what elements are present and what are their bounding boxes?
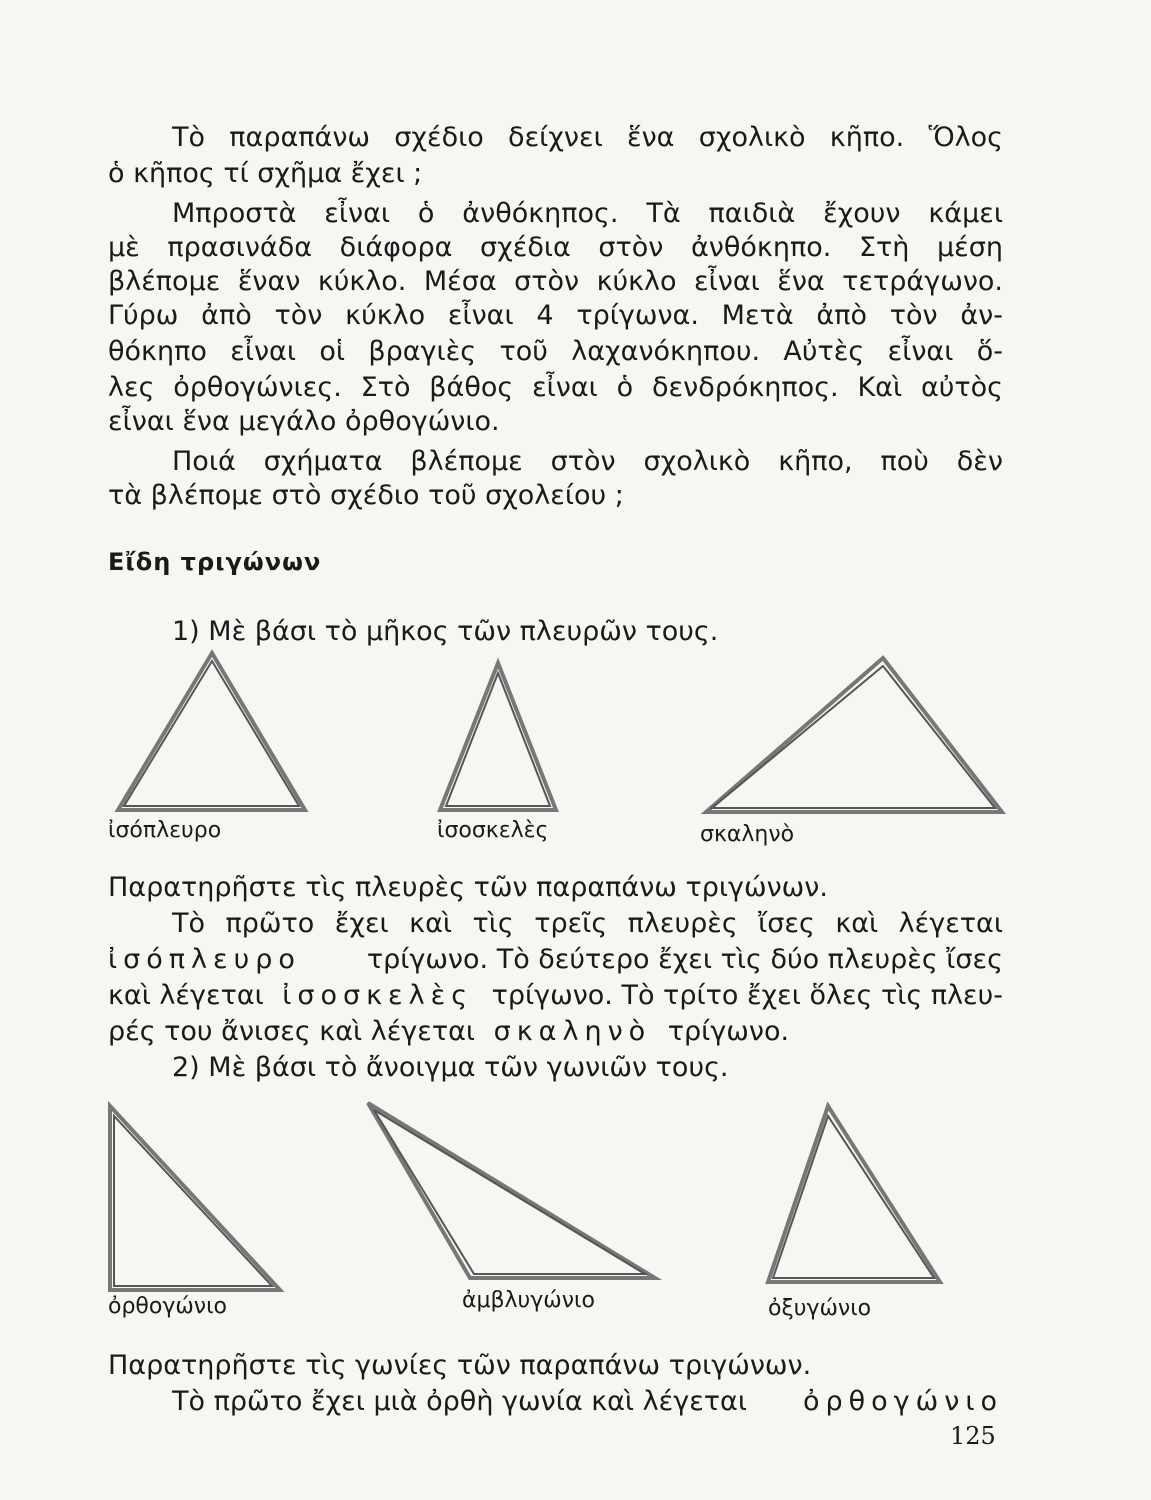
equilateral-triangle <box>118 653 305 810</box>
right-triangle <box>110 1106 280 1290</box>
observe-angles: Παρατηρῆστε τὶς γωνίες τῶν παραπάνω τριγώνων. <box>108 1350 812 1381</box>
explanation1-line3 <box>108 978 1003 1014</box>
criterion-angles: 2) Μὲ βάσι τὸ ἄνοιγμα τῶν γωνιῶν τους. <box>172 1052 729 1083</box>
explanation1-line3-rest: τρίγωνο. Τὸ τρίτο ἔχει ὅλες τὶς πλευ- <box>491 980 1003 1011</box>
paragraph1-line1: Τὸ παραπάνω σχέδιο δείχνει ἕνα σχολικὸ κῆπο. Ὅλος <box>172 122 1003 153</box>
term-isosceles: ἰσοσκελὲς <box>282 980 474 1011</box>
label-acute: ὀξυγώνιο <box>768 1296 872 1321</box>
paragraph2-line7: εἶναι ἕνα μεγάλο ὀρθογώνιο. <box>108 406 500 437</box>
explanation1-line3-start: καὶ λέγεται <box>108 980 264 1011</box>
label-equilateral: ἰσόπλευρο <box>108 818 222 843</box>
paragraph1-line2: ὁ κῆπος τί σχῆμα ἔχει ; <box>108 158 423 189</box>
paragraph2-line6: λες ὀρθογώνιες. Στὸ βάθος εἶναι ὁ δενδρόκηπος. Καὶ αὐτὸς <box>108 372 1003 403</box>
scalene-triangle <box>706 658 1002 812</box>
explanation1-line1: Τὸ πρῶτο ἔχει καὶ τὶς τρεῖς πλευρὲς ἴσες καὶ λέγεται <box>172 908 1003 939</box>
obtuse-triangle <box>368 1103 655 1278</box>
explanation1-line4-rest: τρίγωνο. <box>667 1016 790 1047</box>
paragraph2-line4: Γύρω ἀπὸ τὸν κύκλο εἶναι 4 τρίγωνα. Μετὰ ἀπὸ τὸν ἀν- <box>108 300 1003 331</box>
paragraph3-line1: Ποιά σχήματα βλέπομε στὸν σχολικὸ κῆπο, ποὺ δὲν <box>172 446 1003 477</box>
isosceles-triangle <box>440 663 556 810</box>
label-obtuse: ἀμβλυγώνιο <box>462 1288 595 1313</box>
explanation2-line <box>172 1384 1003 1420</box>
acute-triangle <box>768 1106 940 1282</box>
criterion-sides: 1) Μὲ βάσι τὸ μῆκος τῶν πλευρῶν τους. <box>172 616 719 647</box>
explanation1-line2-rest: τρίγωνο. Τὸ δεύτερο ἔχει τὶς δύο πλευρὲς ἴσες <box>366 944 1003 975</box>
term-scalene: σκαληνὸ <box>493 1016 652 1047</box>
explanation1-line4 <box>108 1014 1003 1050</box>
explanation1-line4-start: ρές του ἄνισες καὶ λέγεται <box>108 1016 476 1047</box>
explanation1-line2 <box>108 942 1003 978</box>
paragraph2-line5: θόκηπο εἶναι οἱ βραγιὲς τοῦ λαχανόκηπου. Αὐτὲς εἶναι ὅ- <box>108 336 1003 367</box>
section-heading: Εἴδη τριγώνων <box>108 548 322 576</box>
page-number: 125 <box>950 1422 996 1450</box>
paragraph2-line1: Μπροστὰ εἶναι ὁ ἀνθόκηπος. Τὰ παιδιὰ ἔχουν κάμει <box>172 198 1003 229</box>
label-isosceles: ἰσοσκελὲς <box>437 818 549 843</box>
label-right: ὀρθογώνιο <box>108 1294 227 1319</box>
paragraph2-line3: βλέπομε ἕναν κύκλο. Μέσα στὸν κύκλο εἶναι ἕνα τετράγωνο. <box>108 266 1003 297</box>
term-right: ὀρθογώνιο <box>802 1386 1003 1417</box>
paragraph2-line2: μὲ πρασινάδα διάφορα σχέδια στὸν ἀνθόκηπο. Στὴ μέση <box>108 232 1003 263</box>
explanation2-start: Τὸ πρῶτο ἔχει μιὰ ὀρθὴ γωνία καὶ λέγεται <box>172 1386 747 1417</box>
paragraph3-line2: τὰ βλέπομε στὸ σχέδιο τοῦ σχολείου ; <box>108 480 624 511</box>
term-equilateral: ἰσόπλευρο <box>108 944 301 975</box>
label-scalene: σκαληνὸ <box>700 822 795 847</box>
observe-sides: Παρατηρῆστε τὶς πλευρὲς τῶν παραπάνω τριγώνων. <box>108 872 828 903</box>
